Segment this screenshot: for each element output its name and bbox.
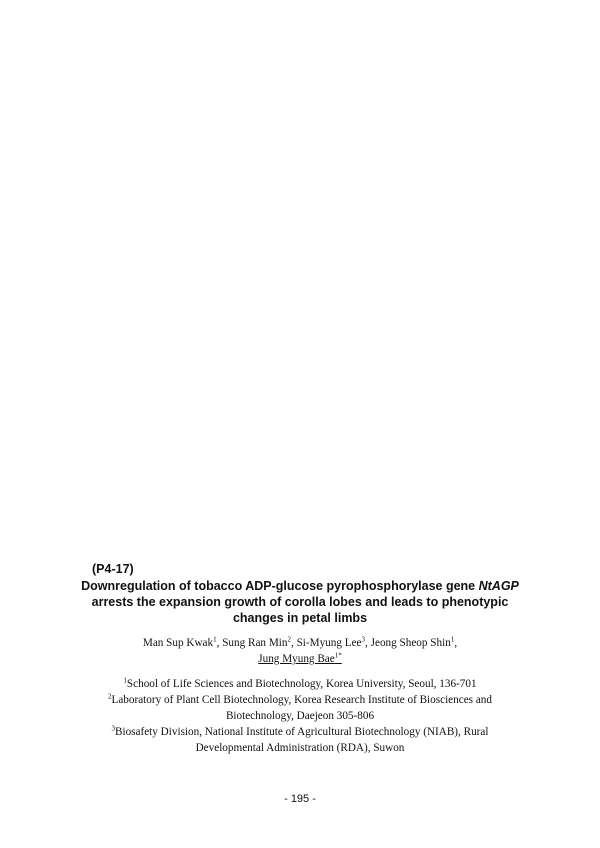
affiliation-text: Laboratory of Plant Cell Biotechnology, Korea Research Institute of Biosciences and [111,694,492,706]
author-affiliation-mark: 3 [361,635,366,644]
affiliation-mark: 2 [108,692,112,701]
affiliation-mark: 3 [111,724,115,733]
author-list [0,635,600,667]
presenting-author [258,653,341,665]
author-line-1 [0,635,600,651]
author-name: Man Sup Kwak [142,637,214,649]
author-affiliation-mark: 1 [213,635,217,644]
affiliation-3-cont: Developmental Administration (RDA), Suwon [195,742,405,754]
author-affiliation-mark: 1 [450,635,455,644]
author-separator: , [216,637,223,649]
title-line-2: arrests the expansion growth of corolla lobes and leads to phenotypic [91,595,509,609]
affiliation-text: School of Life Sciences and Biotechnology, Korea University, Seoul, 136-701 [126,678,477,690]
title-line-1-text: Downregulation of tobacco ADP-glucose pyrophosphorylase gene [81,579,479,593]
abstract-title [0,578,600,626]
page-number: - 195 - [284,793,316,805]
author-line-2 [0,651,600,667]
affiliation-2 [0,692,600,708]
title-line-3: changes in petal limbs [232,611,368,625]
author-name: Si-Myung Lee [296,637,362,649]
affiliation-mark: 1 [123,676,127,685]
title-line-1 [0,578,600,594]
author-name: Jung Myung Bae [258,653,335,665]
author-name: Sung Ran Min [222,637,288,649]
gene-name: NtAGP [478,579,519,593]
author-affiliation-mark: 2 [287,635,291,644]
affiliation-list [0,676,600,756]
affiliation-3 [0,724,600,740]
author-affiliation-mark: 1* [334,651,342,660]
author-separator: , [290,637,297,649]
abstract-code: (P4-17) [92,562,134,576]
affiliation-text: Biosafety Division, National Institute of Agricultural Biotechnology (NIAB), Rural [115,726,489,738]
author-separator: , [454,637,458,649]
affiliation-2-cont: Biotechnology, Daejeon 305-806 [225,710,375,722]
author-name: Jeong Sheop Shin [370,637,451,649]
author-separator: , [365,637,371,649]
affiliation-1 [0,676,600,692]
